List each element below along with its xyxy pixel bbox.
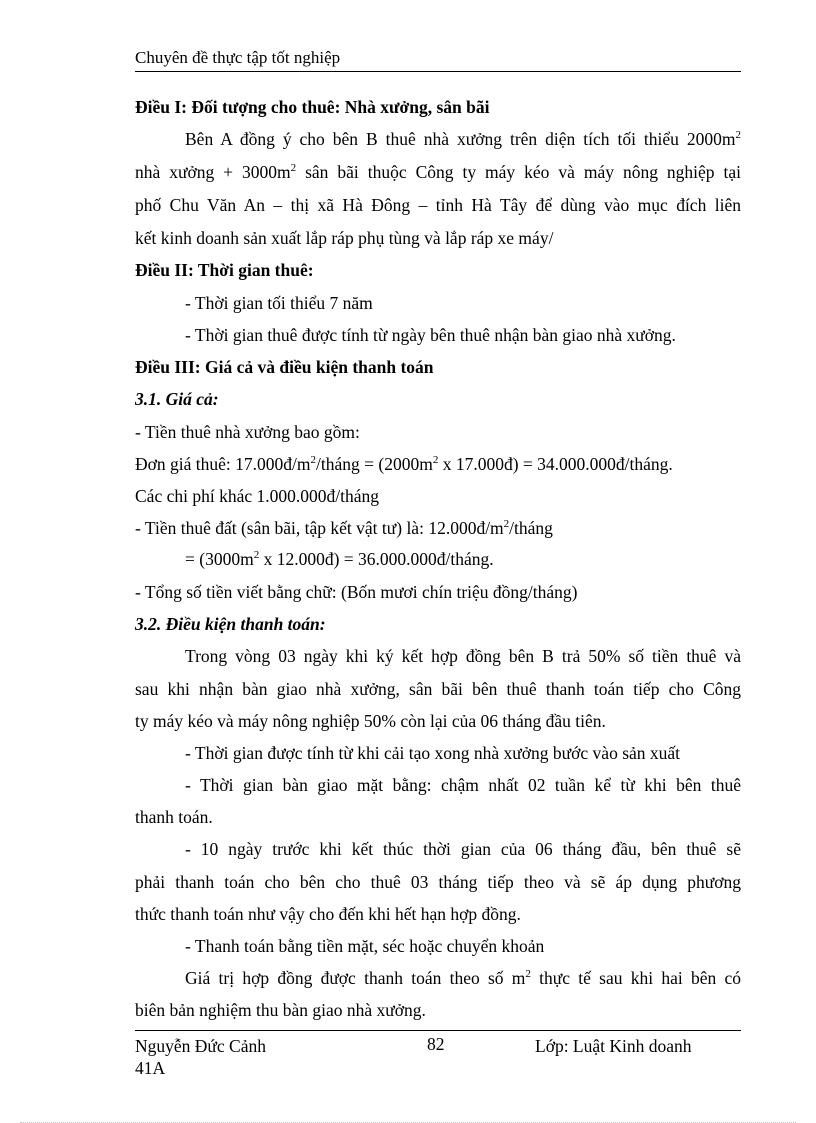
paragraph-line: nhà xưởng + $3000m^2$ sân bãi thuộc Công ty máy kéo và máy nông nghiệp tại [135, 162, 741, 182]
footer-class: Lớp: Luật Kinh doanh [535, 1036, 692, 1056]
paragraph-line: = ($3000m^2$ x 12.000đ) = 36.000.000đ/tháng. [185, 549, 494, 569]
page-number: 82 [427, 1034, 445, 1054]
paragraph-line: Bên A đồng ý cho bên B thuê nhà xưởng trên diện tích tối thiểu $2000m^2$ [185, 129, 741, 149]
paragraph-line: - Tổng số tiền viết bằng chữ: (Bốn mươi chín triệu đồng/tháng) [135, 582, 578, 602]
paragraph-line: ty máy kéo và máy nông nghiệp 50% còn lại của 06 tháng đầu tiên. [135, 711, 606, 731]
paragraph-line: thức thanh toán như vậy cho đến khi hết hạn hợp đồng. [135, 904, 521, 924]
article-3-heading: Điều III: Giá cả và điều kiện thanh toán [135, 357, 434, 377]
header-rule [135, 71, 741, 72]
paragraph-line: Đơn giá thuê: $17.000đ/m^2$/tháng = ($2000m^2$ x 17.000đ) = 34.000.000đ/tháng. [135, 454, 673, 474]
paragraph-line: sau khi nhận bàn giao nhà xưởng, sân bãi bên thuê thanh toán tiếp cho Công [135, 679, 741, 699]
article-1-heading: Điều I: Đối tượng cho thuê: Nhà xưởng, sân bãi [135, 97, 490, 117]
list-item: - Thời gian được tính từ khi cải tạo xong nhà xưởng bước vào sản xuất [185, 743, 681, 763]
paragraph-line: kết kinh doanh sản xuất lắp ráp phụ tùng và lắp ráp xe máy/ [135, 228, 554, 248]
section-heading: 3.2. Điều kiện thanh toán: [135, 614, 326, 634]
paragraph-line: Trong vòng 03 ngày khi ký kết hợp đồng bên B trả 50% số tiền thuê và [185, 646, 741, 666]
footer-rule [135, 1030, 741, 1031]
paragraph-line: biên bản nghiệm thu bàn giao nhà xưởng. [135, 1000, 426, 1020]
list-item: - Thanh toán bằng tiền mặt, séc hoặc chuyển khoản [185, 936, 545, 956]
list-item: - Thời gian tối thiểu 7 năm [185, 293, 373, 313]
list-item: - 10 ngày trước khi kết thúc thời gian của 06 tháng đầu, bên thuê sẽ [185, 839, 741, 859]
paragraph-line: phải thanh toán cho bên cho thuê 03 tháng tiếp theo và sẽ áp dụng phương [135, 872, 741, 892]
running-header: Chuyên đề thực tập tốt nghiệp [135, 48, 341, 67]
section-heading: 3.1. Giá cả: [135, 389, 219, 409]
list-item: - Thời gian thuê được tính từ ngày bên thuê nhận bàn giao nhà xưởng. [185, 325, 676, 345]
footer-author: Nguyễn Đức Cảnh [135, 1036, 266, 1056]
paragraph-line: - Tiền thuê đất (sân bãi, tập kết vật tư) là: $12.000đ/m^2$/tháng [135, 518, 553, 538]
list-item: - Thời gian bàn giao mặt bằng: chậm nhất 02 tuần kể từ khi bên thuê [185, 775, 741, 795]
article-2-heading: Điều II: Thời gian thuê: [135, 260, 314, 280]
footer-cohort: 41A [135, 1058, 166, 1078]
paragraph-line: Giá trị hợp đồng được thanh toán theo số $m^2$ thực tế sau khi hai bên có [185, 968, 741, 988]
paragraph-line: thanh toán. [135, 807, 213, 827]
paragraph-line: Các chi phí khác 1.000.000đ/tháng [135, 486, 379, 506]
paragraph-line: phố Chu Văn An – thị xã Hà Đông – tỉnh Hà Tây để dùng vào mục đích liên [135, 195, 741, 215]
paragraph-line: - Tiền thuê nhà xưởng bao gồm: [135, 422, 360, 442]
